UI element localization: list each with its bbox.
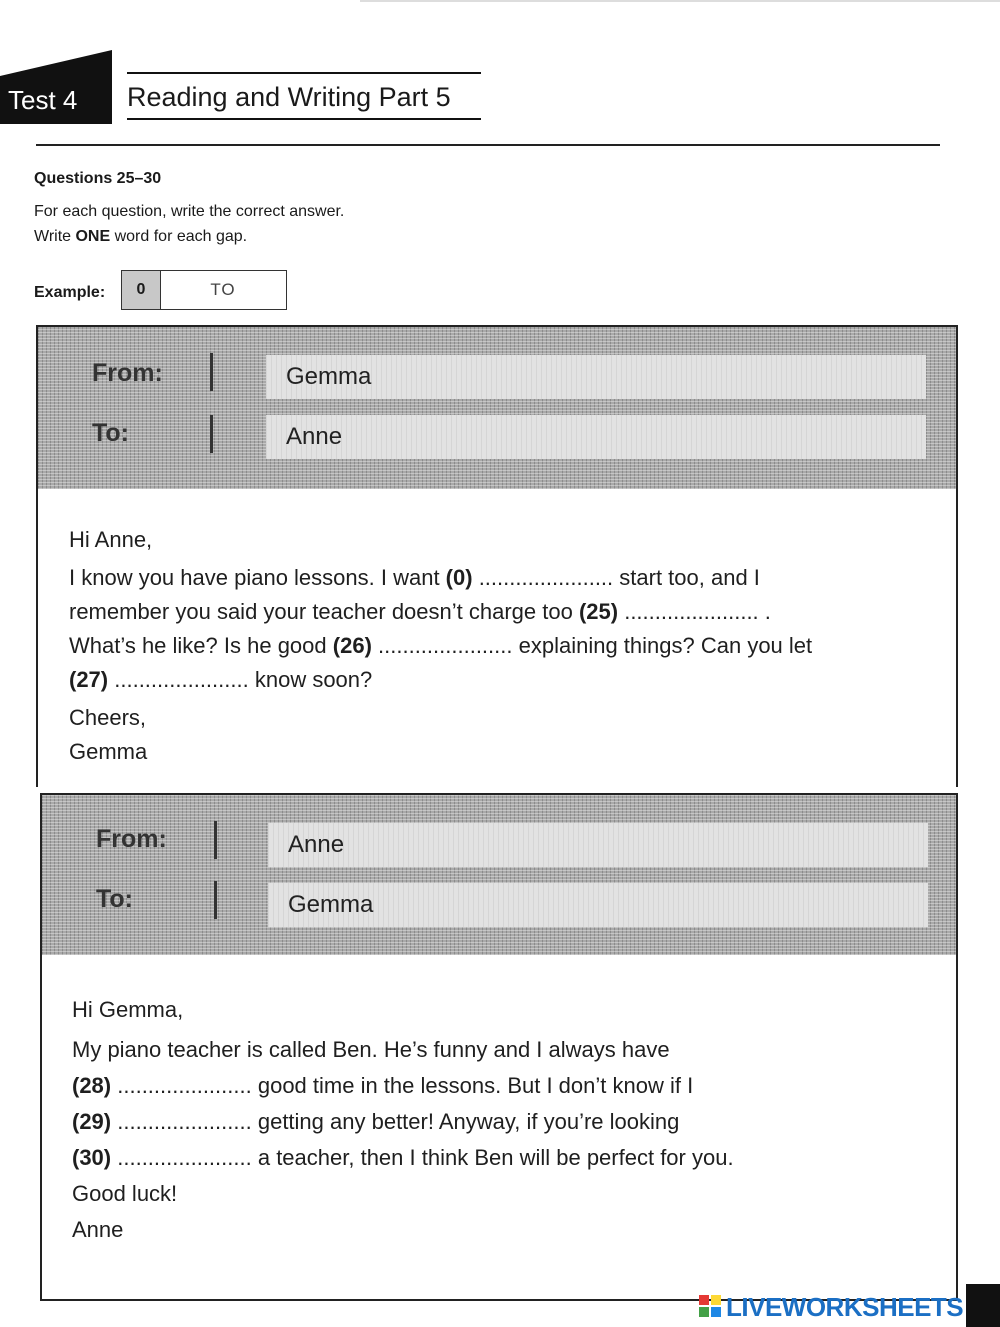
example-label: Example: [34, 284, 106, 301]
liveworksheets-logo-icon [698, 1294, 722, 1318]
example-number: 0 [122, 271, 161, 309]
email-1 [36, 325, 958, 787]
email-2-line-4: (30) ...................... a teacher, then I think Ben will be perfect for you. [72, 1145, 734, 1170]
top-edge-line [360, 0, 1000, 2]
email-1-closing: Cheers, [69, 705, 147, 730]
email-2-line-3: (29) ...................... getting any better! Anyway, if you’re looking [72, 1109, 680, 1134]
gap-26[interactable]: ...................... [378, 633, 513, 658]
email-1-greeting: Hi Anne, [69, 527, 153, 552]
email-2-signature: Anne [72, 1217, 124, 1242]
gap-29[interactable]: ...................... [117, 1109, 252, 1134]
email-1-to-field: Anne [266, 415, 926, 459]
gap-28[interactable]: ...................... [117, 1073, 252, 1098]
email-1-line-1: I know you have piano lessons. I want (0) ...................... start too, and I [69, 565, 760, 590]
email-2-header [42, 795, 956, 955]
header-divider [36, 144, 940, 146]
test-label: Test 4 [0, 76, 112, 124]
email-1-line-4: (27) ...................... know soon? [69, 667, 373, 692]
email-2-separator-to [214, 881, 217, 919]
email-1-separator-to [210, 415, 213, 453]
email-2-good-luck: Good luck! [72, 1181, 178, 1206]
watermark: LIVEWORKSHEETS [726, 1292, 964, 1322]
email-2-line-2: (28) ...................... good time in the lessons. But I don’t know if I [72, 1073, 694, 1098]
example-answer-box [121, 270, 287, 310]
gap-27[interactable]: ...................... [114, 667, 249, 692]
email-1-line-2: remember you said your teacher doesn’t charge too (25) ...................... . [69, 599, 771, 624]
email-2-body [72, 992, 942, 1248]
example-answer: TO [210, 280, 236, 299]
email-2 [40, 793, 958, 1301]
email-1-body [69, 523, 939, 769]
email-2-from-field: Anne [268, 823, 928, 867]
instruction-line-2: Write ONE word for each gap. [34, 228, 248, 245]
email-2-to-field: Gemma [268, 883, 928, 927]
gap-30[interactable]: ...................... [117, 1145, 252, 1170]
email-1-separator-from [210, 353, 213, 391]
page-corner-mark [966, 1284, 1000, 1327]
email-1-from-field: Gemma [266, 355, 926, 399]
instruction-line-1: For each question, write the correct answer. [34, 203, 345, 220]
email-1-from-label: From: [92, 359, 163, 387]
email-2-to-label: To: [96, 885, 134, 913]
gap-25[interactable]: ...................... [624, 599, 759, 624]
email-2-from-label: From: [96, 825, 167, 853]
email-1-header [38, 327, 956, 489]
email-1-signature: Gemma [69, 739, 148, 764]
email-1-line-3: What’s he like? Is he good (26) ...................... explaining things? Can you let [69, 633, 813, 658]
email-1-to-label: To: [92, 419, 130, 447]
questions-title: Questions 25–30 [34, 170, 162, 187]
email-2-greeting: Hi Gemma, [72, 997, 184, 1022]
email-2-separator-from [214, 821, 217, 859]
email-2-line-1: My piano teacher is called Ben. He’s funny and I always have [72, 1037, 670, 1062]
part-title: Reading and Writing Part 5 [127, 72, 481, 120]
gap-0: ...................... [478, 565, 614, 590]
